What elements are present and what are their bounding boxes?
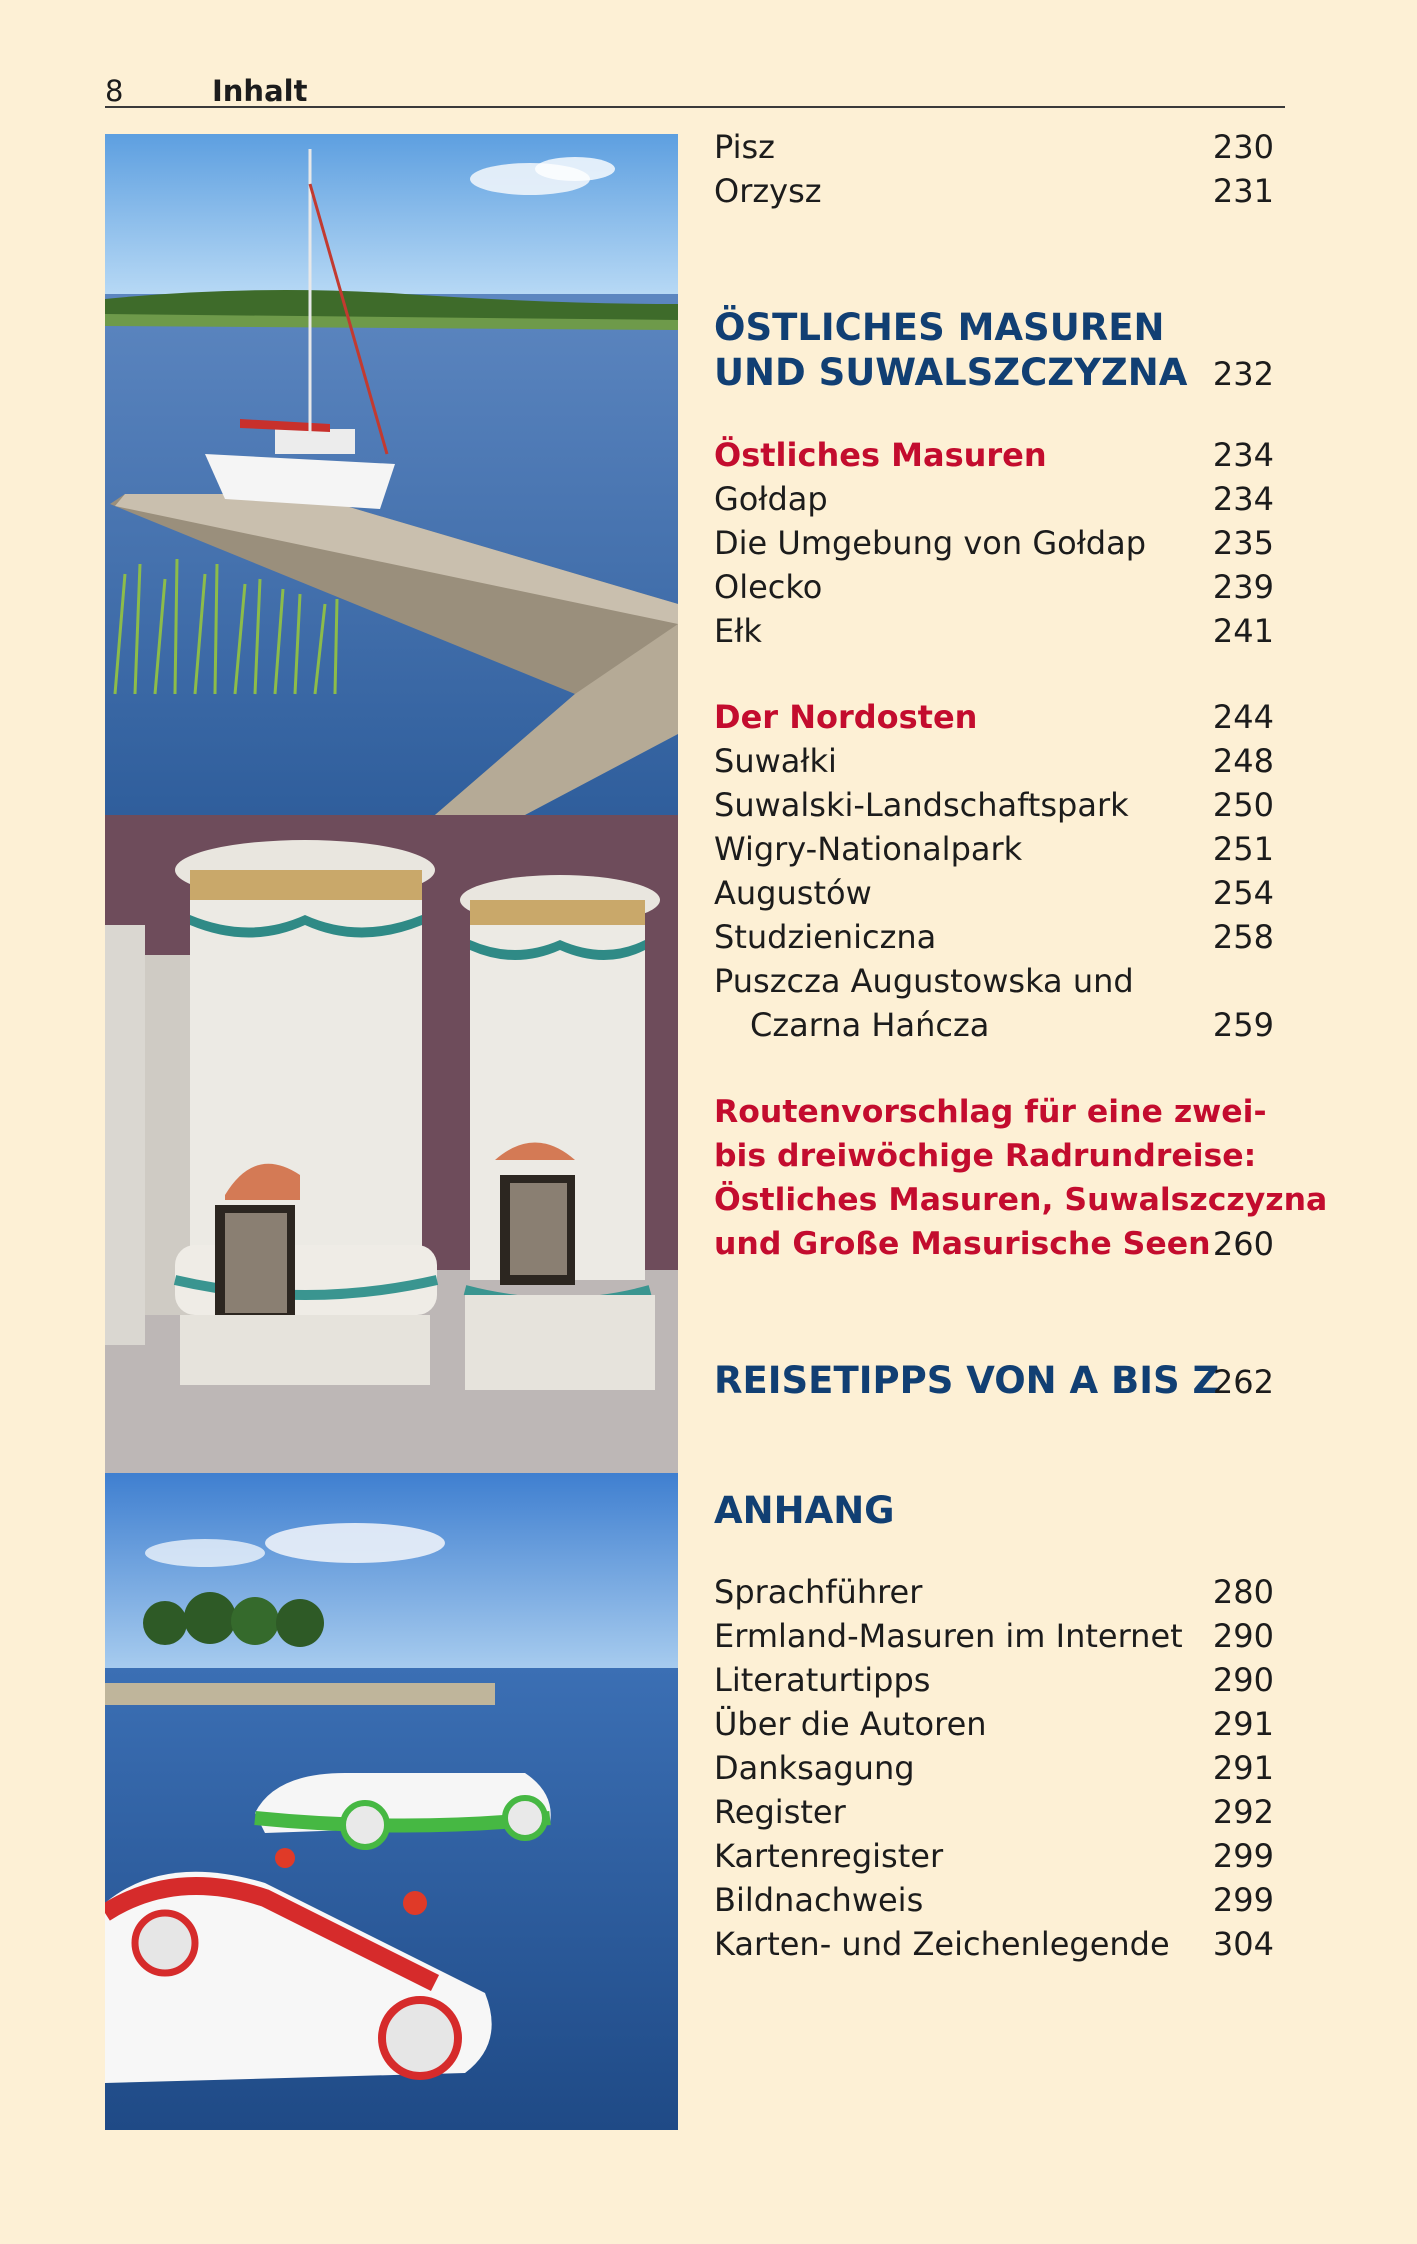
toc-entry[interactable] xyxy=(714,521,1274,565)
toc-entry[interactable] xyxy=(714,1614,1274,1658)
chapter-heading-line: REISETIPPS VON A BIS Z xyxy=(714,1359,1220,1402)
toc-entry-label: Pisz xyxy=(714,128,775,166)
toc-entry[interactable] xyxy=(714,739,1274,783)
toc-entry-page: 290 xyxy=(1212,1661,1274,1699)
toc-entry-page: 299 xyxy=(1212,1881,1274,1919)
chapter-heading-line: ÖSTLICHES MASUREN xyxy=(714,306,1165,349)
toc-entry[interactable] xyxy=(714,959,1274,1003)
toc-entry-label: Kartenregister xyxy=(714,1837,944,1875)
route-suggestion-heading[interactable] xyxy=(714,1090,1328,1266)
toc-entry-page: 292 xyxy=(1212,1793,1274,1831)
toc-entry-label: Über die Autoren xyxy=(714,1705,987,1743)
running-title: Inhalt xyxy=(212,74,308,108)
toc-entry[interactable] xyxy=(714,783,1274,827)
route-heading-line: Routenvorschlag für eine zwei- xyxy=(714,1094,1267,1130)
toc-entry[interactable] xyxy=(714,169,1274,213)
toc-entry-page: 254 xyxy=(1212,874,1274,912)
toc-entry-label: Danksagung xyxy=(714,1749,915,1787)
toc-entry-page: 290 xyxy=(1212,1617,1274,1655)
toc-entry-label: Suwalski-Landschaftspark xyxy=(714,786,1129,824)
chapter-heading-reisetipps[interactable] xyxy=(714,1358,1274,1403)
toc-entry-label: Augustów xyxy=(714,874,872,912)
toc-entry[interactable] xyxy=(714,915,1274,959)
toc-entry-label: Bildnachweis xyxy=(714,1881,924,1919)
toc-entry-page: 291 xyxy=(1212,1705,1274,1743)
toc-entry-page: 244 xyxy=(1212,698,1274,736)
toc-section-nordosten xyxy=(714,695,1274,1047)
pedal-boats-lake-photo xyxy=(105,1473,678,2130)
toc-entry-page: 241 xyxy=(1212,612,1274,650)
chapter-heading-anhang[interactable] xyxy=(714,1488,1274,1533)
toc-entry-page: 260 xyxy=(1212,1225,1274,1263)
toc-entry[interactable] xyxy=(714,1790,1274,1834)
toc-entry[interactable] xyxy=(714,1570,1274,1614)
section-heading[interactable] xyxy=(714,695,1274,739)
toc-entry[interactable] xyxy=(714,1003,1274,1047)
toc-entry-page: 299 xyxy=(1212,1837,1274,1875)
section-heading-label: Der Nordosten xyxy=(714,698,978,736)
toc-entry-label: Puszcza Augustowska und xyxy=(714,962,1134,1000)
toc-entry[interactable] xyxy=(714,827,1274,871)
toc-entry-page: 234 xyxy=(1212,436,1274,474)
toc-entry-label: Czarna Hańcza xyxy=(750,1006,990,1044)
toc-section-oestliches-masuren xyxy=(714,433,1274,653)
toc-entry-label: Suwałki xyxy=(714,742,837,780)
toc-entry-label: Die Umgebung von Gołdap xyxy=(714,524,1147,562)
toc-entry-page: 304 xyxy=(1212,1925,1274,1963)
toc-entry-label: Studzieniczna xyxy=(714,918,937,956)
route-heading-line: und Große Masurische Seen xyxy=(714,1226,1211,1262)
page-number: 8 xyxy=(105,74,124,108)
toc-entry-label: Ermland-Masuren im Internet xyxy=(714,1617,1183,1655)
toc-entry-page: 291 xyxy=(1212,1749,1274,1787)
ceramic-tile-stoves-photo xyxy=(105,815,678,1473)
toc-entry-page: 234 xyxy=(1212,480,1274,518)
toc-entry-page: 231 xyxy=(1212,172,1274,210)
lake-jetty-sailboat-photo xyxy=(105,134,678,815)
toc-entry[interactable] xyxy=(714,1702,1274,1746)
toc-entry-page: 239 xyxy=(1212,568,1274,606)
route-heading-line: Östliches Masuren, Suwalszczyzna xyxy=(714,1182,1328,1218)
toc-entry[interactable] xyxy=(714,1922,1274,1966)
toc-entry[interactable] xyxy=(714,477,1274,521)
section-heading[interactable] xyxy=(714,433,1274,477)
chapter-heading-line: UND SUWALSZCZYZNA xyxy=(714,351,1188,394)
chapter-page: 262 xyxy=(1212,1363,1274,1401)
toc-entry[interactable] xyxy=(714,1834,1274,1878)
toc-entry-label: Literaturtipps xyxy=(714,1661,931,1699)
toc-entry[interactable] xyxy=(714,125,1274,169)
toc-entry-page: 251 xyxy=(1212,830,1274,868)
table-of-contents xyxy=(714,125,1274,213)
toc-entry-page: 280 xyxy=(1212,1573,1274,1611)
toc-entry[interactable] xyxy=(714,609,1274,653)
toc-entry[interactable] xyxy=(714,1746,1274,1790)
toc-entry-label: Wigry-Nationalpark xyxy=(714,830,1023,868)
toc-entry[interactable] xyxy=(714,1658,1274,1702)
toc-entry-label: Orzysz xyxy=(714,172,822,210)
toc-entry-label: Ełk xyxy=(714,612,762,650)
chapter-heading-oestliches-masuren[interactable] xyxy=(714,305,1274,395)
toc-entry-label: Olecko xyxy=(714,568,823,606)
toc-entry-page: 248 xyxy=(1212,742,1274,780)
toc-entry-label: Sprachführer xyxy=(714,1573,923,1611)
toc-entry[interactable] xyxy=(714,1878,1274,1922)
toc-entry-page: 250 xyxy=(1212,786,1274,824)
toc-entry-page: 235 xyxy=(1212,524,1274,562)
route-heading-line: bis dreiwöchige Radrundreise: xyxy=(714,1138,1257,1174)
toc-entry-page: 259 xyxy=(1212,1006,1274,1044)
toc-entry[interactable] xyxy=(714,871,1274,915)
toc-entry-label: Karten- und Zeichenlegende xyxy=(714,1925,1170,1963)
toc-entry-page: 230 xyxy=(1212,128,1274,166)
page-header xyxy=(105,70,1285,108)
chapter-page: 232 xyxy=(1212,355,1274,393)
toc-section-anhang xyxy=(714,1570,1274,1966)
section-heading-label: Östliches Masuren xyxy=(714,436,1047,474)
toc-entry[interactable] xyxy=(714,565,1274,609)
toc-entry-label: Register xyxy=(714,1793,846,1831)
toc-entry-page: 258 xyxy=(1212,918,1274,956)
chapter-heading-line: ANHANG xyxy=(714,1489,895,1532)
toc-entry-label: Gołdap xyxy=(714,480,828,518)
